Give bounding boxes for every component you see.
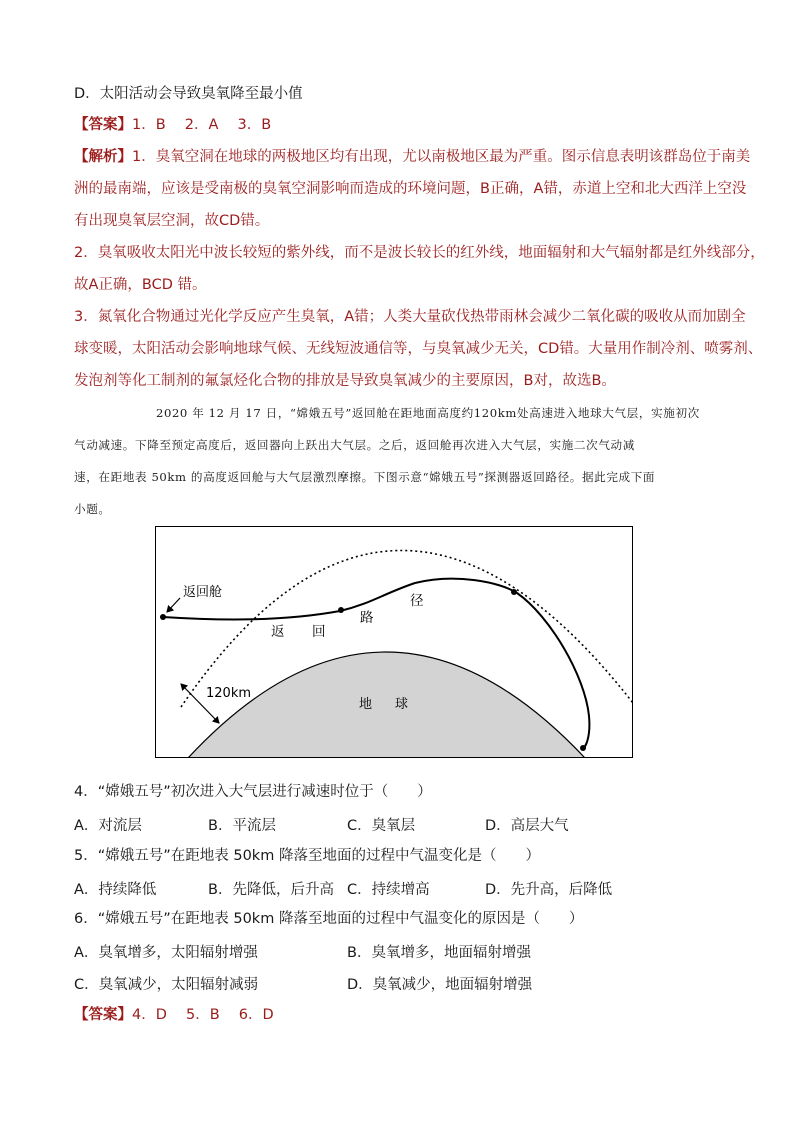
explanation-2-line-1: 2．臭氧吸收太阳光中波长较短的紫外线，而不是波长较长的红外线，地面辐射和大气辐射都是红外线部分，	[74, 245, 765, 261]
return-path-svg	[155, 526, 633, 758]
answer-tag: 【答案】	[74, 117, 132, 133]
q4-option-a: A．对流层	[74, 818, 142, 834]
explanation-3-line-1: 3．氮氧化合物通过光化学反应产生臭氧，A错；人类大量砍伐热带雨林会减少二氧化碳的吸收从而加剧全	[74, 309, 746, 325]
explanation-1-line-1	[74, 147, 750, 167]
earth-label-qiu: 球	[395, 697, 409, 712]
q5-option-c: C．持续增高	[347, 882, 430, 898]
return-path-diagram	[155, 526, 633, 758]
q6-option-a: A．臭氧增多，太阳辐射增强	[74, 945, 258, 961]
q5-option-a: A．持续降低	[74, 882, 157, 898]
path-label-jing: 径	[410, 593, 424, 609]
capsule-label: 返回舱	[183, 585, 223, 600]
q4-option-b: B．平流层	[208, 818, 276, 834]
answer-body-2: 4．D 5．B 6．D	[132, 1007, 274, 1023]
height-label: 120km	[206, 686, 252, 701]
question-6: 6．“嫦娥五号”在距地表 50km 降落至地面的过程中气温变化的原因是（ ）	[74, 911, 584, 927]
q4-option-c: C．臭氧层	[347, 818, 416, 834]
passage-line-4: 小题。	[74, 502, 111, 516]
q6-option-d: D．臭氧减少，地面辐射增强	[347, 977, 533, 993]
capsule-point	[160, 614, 166, 620]
q5-option-d: D．先升高，后降低	[485, 882, 613, 898]
q6-option-b: B．臭氧增多，地面辐射增强	[347, 945, 531, 961]
q4-option-d: D．高层大气	[485, 818, 569, 834]
explanation-3-line-3: 发泡剂等化工制剂的氟氯烃化合物的排放是导致臭氧减少的主要原因，B对，故选B。	[74, 373, 616, 389]
explanation-1-line-2: 洲的最南端，应该是受南极的臭氧空洞影响而造成的环境问题，B正确，A错，赤道上空和北大西洋上空没	[74, 181, 747, 197]
explanation-1-line-3: 有出现臭氧层空洞，故CD错。	[74, 213, 270, 229]
earth-surface	[188, 652, 585, 758]
capsule-leader-arrow	[167, 598, 180, 612]
path-point-3	[511, 589, 517, 595]
answer-line-1	[74, 115, 271, 135]
question-4: 4．“嫦娥五号”初次进入大气层进行减速时位于（ ）	[74, 784, 432, 800]
q5-option-b: B．先降低，后升高	[208, 882, 334, 898]
path-label-fan: 返	[271, 624, 285, 640]
passage-line-2: 气动减速。下降至预定高度后，返回器向上跃出大气层。之后，返回舱再次进入大气层，实施二次气动减	[74, 438, 635, 452]
path-point-4	[580, 745, 586, 751]
passage-line-3: 速，在距地表 50km 的高度返回舱与大气层激烈摩擦。下图示意“嫦娥五号”探测器返回路径。据此完成下面	[74, 470, 656, 484]
option-d-line: D．太阳活动会导致臭氧降至最小值	[74, 86, 303, 102]
path-label-lu: 路	[360, 610, 374, 626]
path-label-hui: 回	[312, 624, 326, 640]
question-5: 5．“嫦娥五号”在距地表 50km 降落至地面的过程中气温变化是（ ）	[74, 848, 540, 864]
answer-body: 1．B 2．A 3．B	[132, 117, 272, 133]
earth-label-di: 地	[359, 697, 373, 712]
q6-option-c: C．臭氧减少，太阳辐射减弱	[74, 977, 259, 993]
path-point-2	[338, 607, 344, 613]
explanation-tag: 【解析】	[74, 149, 132, 165]
passage-line-1: 2020 年 12 月 17 日，“嫦娥五号”返回舱在距地面高度约120km处高速进入地球大气层，实施初次	[156, 406, 700, 420]
explanation-3-line-2: 球变暖，太阳活动会影响地球气候、无线短波通信等，与臭氧减少无关，CD错。大量用作制冷剂、喷雾剂、	[74, 341, 763, 357]
explanation-1-text: 1．臭氧空洞在地球的两极地区均有出现，尤以南极地区最为严重。图示信息表明该群岛位于南美	[132, 149, 751, 165]
answer-line-2	[74, 1005, 274, 1025]
explanation-2-line-2: 故A正确，BCD 错。	[74, 277, 207, 293]
answer-tag-2: 【答案】	[74, 1007, 132, 1023]
